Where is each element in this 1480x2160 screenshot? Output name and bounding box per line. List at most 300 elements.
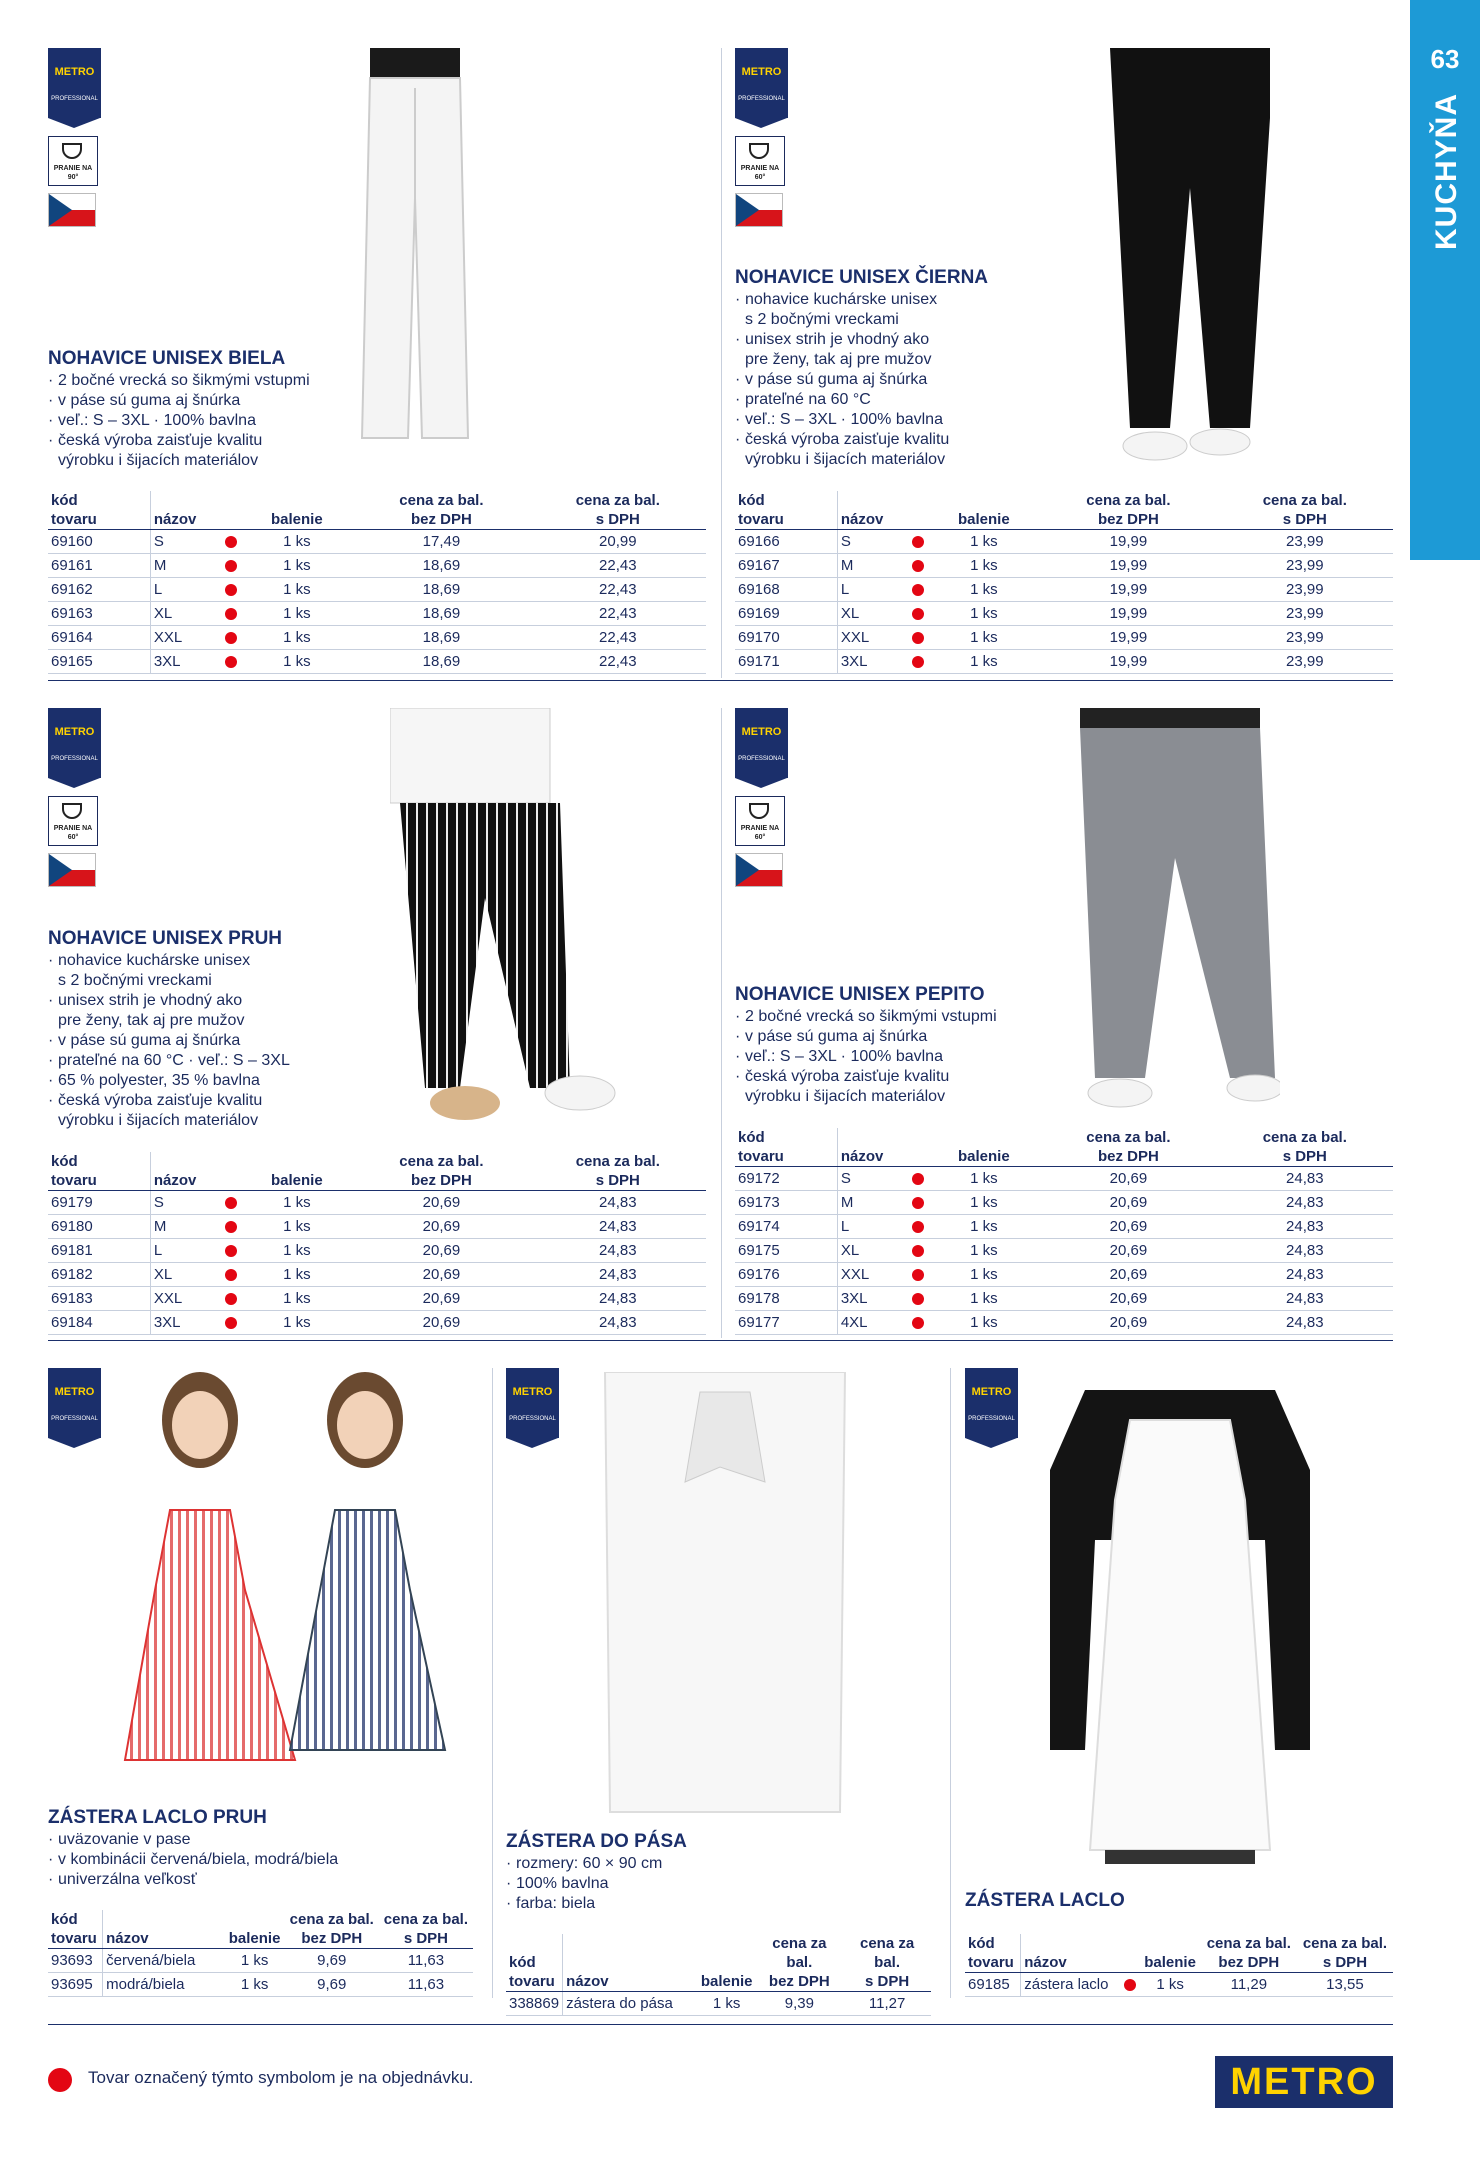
order-dot-icon (912, 1173, 924, 1185)
order-flag-cell (905, 1239, 927, 1263)
price-gross: 11,27 (843, 1992, 931, 2016)
product-code: 69172 (735, 1167, 837, 1191)
product-name: L (150, 578, 218, 602)
pack-header: balenie (240, 491, 353, 530)
bullet: · v kombinácii červená/biela, modrá/biela (48, 1850, 378, 1870)
price-gross: 24,83 (1217, 1239, 1393, 1263)
order-flag-cell (905, 1263, 927, 1287)
bullet: · v páse sú guma aj šnúrka (48, 1031, 368, 1051)
product-bullets (48, 1830, 378, 1890)
pack-size: 1 ks (927, 1167, 1040, 1191)
price-gross: 23,99 (1217, 578, 1393, 602)
pack-size: 1 ks (927, 578, 1040, 602)
bullet: · česká výroba zaisťuje kvalitu výrobku i šijacích materiálov (735, 1067, 1055, 1107)
metro-professional-badge: METRO PROFESSIONAL (48, 48, 101, 118)
product-name: XXL (150, 626, 218, 650)
code-header: kód tovaru (48, 1152, 150, 1191)
table-header (48, 1910, 473, 1949)
product-table (48, 1910, 473, 1997)
table-header (735, 1128, 1393, 1167)
order-flag-cell (218, 578, 240, 602)
wash-60-icon: PRANIE NA 60° (735, 796, 785, 846)
order-flag-cell (218, 1287, 240, 1311)
product-name: M (837, 554, 905, 578)
pack-size: 1 ks (240, 1287, 353, 1311)
table-row (735, 530, 1393, 554)
product-name: 3XL (150, 650, 218, 674)
price-gross: 23,99 (1217, 626, 1393, 650)
order-flag-cell (1117, 1973, 1139, 1997)
product-code: 69160 (48, 530, 150, 554)
product-table (506, 1934, 931, 2016)
bullet: · farba: biela (506, 1894, 806, 1914)
table-header (965, 1934, 1393, 1973)
price-net: 19,99 (1040, 650, 1216, 674)
wash-60-icon: PRANIE NA 60° (735, 136, 785, 186)
order-flag-cell (676, 1992, 698, 2016)
product-name: S (150, 1191, 218, 1215)
order-dot-icon (912, 608, 924, 620)
bullet: · 2 bočné vrecká so šikmými vstupmi (48, 371, 378, 391)
order-flag-cell (905, 650, 927, 674)
pack-size: 1 ks (240, 1263, 353, 1287)
price-gross-header: cena za bal. s DPH (1217, 491, 1393, 530)
price-net: 20,69 (353, 1239, 529, 1263)
price-gross: 24,83 (1217, 1263, 1393, 1287)
table-row (48, 1239, 706, 1263)
pack-size: 1 ks (927, 1263, 1040, 1287)
czech-flag-icon (48, 193, 96, 227)
table-body (48, 1191, 706, 1335)
table-header (48, 491, 706, 530)
product-bullets (48, 951, 368, 1131)
product-code: 69178 (735, 1287, 837, 1311)
czech-flag-icon (735, 193, 783, 227)
price-gross-header: cena za bal. s DPH (530, 1152, 706, 1191)
product-code: 338869 (506, 1992, 563, 2016)
table-row (48, 1287, 706, 1311)
table-header (506, 1934, 931, 1992)
price-net: 20,69 (1040, 1215, 1216, 1239)
row-divider (48, 2024, 1393, 2025)
table-body (735, 530, 1393, 674)
price-net: 20,69 (1040, 1311, 1216, 1335)
product-title: NOHAVICE UNISEX PEPITO (735, 984, 985, 1005)
metro-professional-badge: METRO PROFESSIONAL (735, 48, 788, 118)
pack-size: 1 ks (927, 1311, 1040, 1335)
pack-size: 1 ks (240, 530, 353, 554)
price-net: 18,69 (353, 626, 529, 650)
order-dot-icon (225, 560, 237, 572)
table-header (48, 1152, 706, 1191)
bullet: · unisex strih je vhodný ako pre ženy, tak aj pre mužov (48, 991, 368, 1031)
price-net: 19,99 (1040, 602, 1216, 626)
price-gross: 22,43 (530, 554, 706, 578)
pack-header: balenie (927, 491, 1040, 530)
waist-apron-image (600, 1372, 850, 1822)
product-name: červená/biela (103, 1949, 203, 1973)
pack-size: 1 ks (240, 626, 353, 650)
pack-size: 1 ks (240, 1215, 353, 1239)
product-table (48, 1152, 706, 1335)
product-name: XL (837, 1239, 905, 1263)
pack-size: 1 ks (927, 1239, 1040, 1263)
table-row (735, 1239, 1393, 1263)
pack-header: balenie (240, 1152, 353, 1191)
order-flag-cell (218, 1263, 240, 1287)
order-flag-cell (218, 530, 240, 554)
price-gross-header: cena za bal. s DPH (379, 1910, 473, 1949)
order-flag-cell (203, 1973, 225, 1997)
order-flag-cell (905, 626, 927, 650)
product-code: 69183 (48, 1287, 150, 1311)
striped-trousers-image (390, 708, 620, 1138)
product-code: 93695 (48, 1973, 103, 1997)
bib-apron-image (1045, 1370, 1315, 1870)
order-flag-cell (905, 1215, 927, 1239)
pack-size: 1 ks (240, 602, 353, 626)
order-flag-cell (218, 554, 240, 578)
product-code: 93693 (48, 1949, 103, 1973)
table-row (735, 578, 1393, 602)
product-bullets (506, 1854, 806, 1914)
pack-size: 1 ks (240, 578, 353, 602)
bullet: · 2 bočné vrecká so šikmými vstupmi (735, 1007, 1055, 1027)
product-name: S (150, 530, 218, 554)
product-code: 69170 (735, 626, 837, 650)
product-title: NOHAVICE UNISEX BIELA (48, 348, 286, 369)
price-gross-header: cena za bal. s DPH (1217, 1128, 1393, 1167)
table-row (735, 554, 1393, 578)
czech-flag-icon (735, 853, 783, 887)
row-divider (48, 1340, 1393, 1341)
name-header: názov (150, 491, 240, 530)
order-flag-cell (905, 1287, 927, 1311)
pack-size: 1 ks (927, 626, 1040, 650)
metro-professional-badge: METRO PROFESSIONAL (965, 1368, 1018, 1438)
pack-size: 1 ks (240, 1239, 353, 1263)
product-name: XXL (837, 626, 905, 650)
bullet: · veľ.: S – 3XL · 100% bavlna (735, 410, 1035, 430)
order-flag-cell (203, 1949, 225, 1973)
order-dot-icon (912, 1221, 924, 1233)
product-bullets (48, 371, 378, 471)
product-title: NOHAVICE UNISEX PRUH (48, 928, 283, 949)
table-body (965, 1973, 1393, 1997)
price-net: 11,29 (1201, 1973, 1297, 1997)
price-net: 20,69 (353, 1311, 529, 1335)
bullet: · 65 % polyester, 35 % bavlna (48, 1071, 368, 1091)
column-divider (721, 48, 722, 678)
price-net: 18,69 (353, 602, 529, 626)
price-gross: 23,99 (1217, 554, 1393, 578)
price-net: 18,69 (353, 554, 529, 578)
name-header: názov (150, 1152, 240, 1191)
price-gross: 11,63 (379, 1949, 473, 1973)
table-row (48, 650, 706, 674)
product-code: 69175 (735, 1239, 837, 1263)
name-header: názov (837, 491, 927, 530)
product-bullets (735, 290, 1035, 470)
price-gross: 22,43 (530, 578, 706, 602)
pack-size: 1 ks (927, 1287, 1040, 1311)
price-net: 20,69 (1040, 1167, 1216, 1191)
table-body (48, 530, 706, 674)
price-gross: 24,83 (1217, 1311, 1393, 1335)
wash-90-icon: PRANIE NA 90° (48, 136, 98, 186)
product-code: 69177 (735, 1311, 837, 1335)
product-name: 3XL (150, 1311, 218, 1335)
price-net: 20,69 (353, 1287, 529, 1311)
pack-header: balenie (225, 1910, 285, 1949)
product-name: 3XL (837, 1287, 905, 1311)
metro-professional-badge: METRO PROFESSIONAL (735, 708, 788, 778)
pack-size: 1 ks (927, 530, 1040, 554)
price-net: 17,49 (353, 530, 529, 554)
table-row (48, 1191, 706, 1215)
product-table (965, 1934, 1393, 1997)
order-flag-cell (218, 1191, 240, 1215)
product-code: 69163 (48, 602, 150, 626)
header-row (48, 1910, 473, 1949)
table-row (48, 626, 706, 650)
price-net: 9,39 (756, 1992, 844, 2016)
order-dot-icon (225, 656, 237, 668)
wash-60-icon: PRANIE NA 60° (48, 796, 98, 846)
price-gross: 23,99 (1217, 602, 1393, 626)
order-dot-icon (225, 1269, 237, 1281)
code-header: kód tovaru (735, 491, 837, 530)
price-gross: 23,99 (1217, 650, 1393, 674)
table-row (735, 1311, 1393, 1335)
order-dot-icon (912, 1269, 924, 1281)
price-net-header: cena za bal. bez DPH (285, 1910, 379, 1949)
price-net: 20,69 (353, 1191, 529, 1215)
price-gross: 20,99 (530, 530, 706, 554)
row-divider (48, 680, 1393, 681)
product-name: XXL (837, 1263, 905, 1287)
order-flag-cell (218, 650, 240, 674)
table-row (48, 1215, 706, 1239)
product-name: XL (150, 1263, 218, 1287)
table-row (735, 1287, 1393, 1311)
pack-size: 1 ks (225, 1973, 285, 1997)
bullet: · v páse sú guma aj šnúrka (48, 391, 378, 411)
table-row (48, 1973, 473, 1997)
product-name: M (837, 1191, 905, 1215)
price-gross: 24,83 (1217, 1191, 1393, 1215)
order-dot-icon (225, 1293, 237, 1305)
pack-size: 1 ks (240, 554, 353, 578)
product-name: XL (150, 602, 218, 626)
pack-size: 1 ks (927, 602, 1040, 626)
price-net: 19,99 (1040, 554, 1216, 578)
header-row (965, 1934, 1393, 1973)
header-row (48, 1152, 706, 1191)
product-name: zástera laclo (1021, 1973, 1118, 1997)
product-name: L (150, 1239, 218, 1263)
order-dot-icon (912, 632, 924, 644)
table-row (735, 626, 1393, 650)
product-title: NOHAVICE UNISEX ČIERNA (735, 267, 989, 288)
column-divider (721, 708, 722, 1338)
order-flag-cell (905, 578, 927, 602)
product-code: 69164 (48, 626, 150, 650)
page-number: 63 (1430, 44, 1460, 74)
product-name: modrá/biela (103, 1973, 203, 1997)
table-body (48, 1949, 473, 1997)
product-code: 69180 (48, 1215, 150, 1239)
order-dot-icon (1124, 1979, 1136, 1991)
product-code: 69181 (48, 1239, 150, 1263)
price-net-header: cena za bal. bez DPH (1040, 491, 1216, 530)
product-code: 69168 (735, 578, 837, 602)
price-gross: 13,55 (1297, 1973, 1393, 1997)
price-gross-header: cena za bal. s DPH (1297, 1934, 1393, 1973)
order-flag-cell (218, 626, 240, 650)
pack-size: 1 ks (225, 1949, 285, 1973)
product-table (735, 491, 1393, 674)
order-flag-cell (218, 602, 240, 626)
price-net-header: cena za bal. bez DPH (1201, 1934, 1297, 1973)
price-net: 18,69 (353, 578, 529, 602)
bullet: · česká výroba zaisťuje kvalitu výrobku i šijacích materiálov (48, 431, 378, 471)
price-net: 20,69 (353, 1215, 529, 1239)
price-gross: 24,83 (530, 1191, 706, 1215)
bullet: · unisex strih je vhodný ako pre ženy, tak aj pre mužov (735, 330, 1035, 370)
pepito-trousers-image (1060, 708, 1280, 1118)
bullet: · v páse sú guma aj šnúrka (735, 1027, 1055, 1047)
header-row (735, 491, 1393, 530)
order-dot-icon (225, 1221, 237, 1233)
order-dot-icon (912, 584, 924, 596)
order-dot-icon (225, 584, 237, 596)
order-dot-icon (225, 536, 237, 548)
product-code: 69166 (735, 530, 837, 554)
order-dot-icon (225, 632, 237, 644)
bullet: · česká výroba zaisťuje kvalitu výrobku i šijacích materiálov (735, 430, 1035, 470)
order-dot-icon (225, 1317, 237, 1329)
table-row (48, 602, 706, 626)
table-row (48, 1263, 706, 1287)
price-gross: 24,83 (1217, 1287, 1393, 1311)
price-net: 9,69 (285, 1949, 379, 1973)
product-code: 69162 (48, 578, 150, 602)
striped-bib-aprons-image (110, 1370, 460, 1790)
table-row (48, 578, 706, 602)
bullet: · uväzovanie v pase (48, 1830, 378, 1850)
price-gross: 24,83 (1217, 1167, 1393, 1191)
price-gross: 11,63 (379, 1973, 473, 1997)
product-bullets (735, 1007, 1055, 1107)
order-flag-cell (218, 1311, 240, 1335)
table-row (735, 1167, 1393, 1191)
table-header (735, 491, 1393, 530)
product-name: XL (837, 602, 905, 626)
product-name: 3XL (837, 650, 905, 674)
price-gross: 22,43 (530, 650, 706, 674)
price-gross-header: cena za bal. s DPH (530, 491, 706, 530)
price-net: 18,69 (353, 650, 529, 674)
table-row (965, 1973, 1393, 1997)
order-flag-cell (905, 1311, 927, 1335)
product-name: M (150, 554, 218, 578)
product-name: L (837, 1215, 905, 1239)
product-code: 69167 (735, 554, 837, 578)
product-code: 69171 (735, 650, 837, 674)
product-code: 69173 (735, 1191, 837, 1215)
bullet: · v páse sú guma aj šnúrka (735, 370, 1035, 390)
product-code: 69169 (735, 602, 837, 626)
price-net: 19,99 (1040, 626, 1216, 650)
product-name: S (837, 530, 905, 554)
product-name: S (837, 1167, 905, 1191)
price-net-header: cena za bal. bez DPH (353, 491, 529, 530)
price-net-header: cena za bal. bez DPH (353, 1152, 529, 1191)
bullet: · rozmery: 60 × 90 cm (506, 1854, 806, 1874)
section-tab (1410, 0, 1480, 560)
product-name: zástera do pása (563, 1992, 676, 2016)
bullet: · veľ.: S – 3XL · 100% bavlna (735, 1047, 1055, 1067)
name-header: názov (103, 1910, 225, 1949)
order-flag-cell (218, 1215, 240, 1239)
product-name: 4XL (837, 1311, 905, 1335)
column-divider (950, 1368, 951, 1998)
pack-size: 1 ks (240, 650, 353, 674)
price-net-header: cena za bal. bez DPH (756, 1934, 844, 1992)
table-row (48, 554, 706, 578)
product-name: XXL (150, 1287, 218, 1311)
bullet: · prateľné na 60 °C · veľ.: S – 3XL (48, 1051, 368, 1071)
product-title: ZÁSTERA LACLO PRUH (48, 1807, 267, 1828)
pack-header: balenie (927, 1128, 1040, 1167)
name-header: názov (837, 1128, 927, 1167)
price-gross: 24,83 (530, 1311, 706, 1335)
table-row (735, 1263, 1393, 1287)
pack-size: 1 ks (927, 650, 1040, 674)
order-dot-icon (912, 1293, 924, 1305)
table-row (48, 530, 706, 554)
bullet: · nohavice kuchárske unisex s 2 bočnými vreckami (735, 290, 1035, 330)
pack-size: 1 ks (1139, 1973, 1200, 1997)
product-table (48, 491, 706, 674)
order-dot-icon (225, 1197, 237, 1209)
section-label: KUCHYŇA (1430, 93, 1463, 250)
order-flag-cell (905, 530, 927, 554)
product-name: L (837, 578, 905, 602)
table-row (735, 602, 1393, 626)
product-code: 69176 (735, 1263, 837, 1287)
product-table (735, 1128, 1393, 1335)
price-gross-header: cena za bal. s DPH (843, 1934, 931, 1992)
pack-size: 1 ks (698, 1992, 756, 2016)
product-title: ZÁSTERA LACLO (965, 1890, 1125, 1911)
price-net: 20,69 (1040, 1191, 1216, 1215)
order-dot-icon (912, 1317, 924, 1329)
code-header: kód tovaru (965, 1934, 1021, 1973)
table-row (506, 1992, 931, 2016)
price-net: 9,69 (285, 1973, 379, 1997)
order-dot-icon (225, 1245, 237, 1257)
price-gross: 24,83 (530, 1287, 706, 1311)
price-gross: 24,83 (1217, 1215, 1393, 1239)
product-name: M (150, 1215, 218, 1239)
table-row (735, 650, 1393, 674)
product-title: ZÁSTERA DO PÁSA (506, 1831, 687, 1852)
metro-professional-badge: METRO PROFESSIONAL (48, 1368, 101, 1438)
price-gross: 22,43 (530, 626, 706, 650)
pack-size: 1 ks (927, 1191, 1040, 1215)
